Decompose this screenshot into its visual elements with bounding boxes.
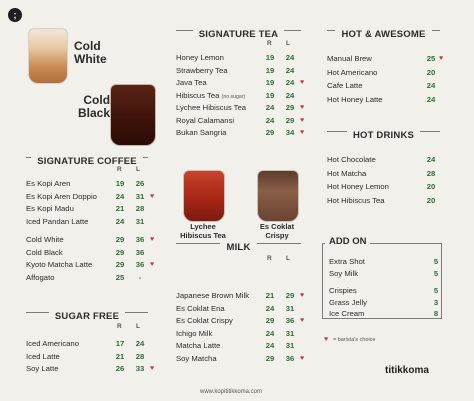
price-large: 29: [285, 103, 295, 112]
item-name-text: Es Kopi Aren: [26, 179, 71, 188]
price-regular: 29: [115, 235, 125, 244]
legend-text: = barista's choice: [333, 337, 376, 343]
item-name: [26, 178, 70, 190]
menu-item: [26, 247, 148, 259]
heart-icon: ♥: [324, 336, 329, 343]
heart-icon: ♥: [150, 261, 155, 268]
price: 20: [426, 182, 436, 191]
menu-item: [176, 127, 305, 139]
heart-icon: ♥: [300, 104, 305, 111]
item-name: [26, 351, 60, 363]
price: 28: [426, 168, 436, 178]
menu-item: [26, 272, 148, 284]
item-name: [176, 353, 217, 365]
price-large: 36: [135, 260, 145, 269]
price-large: 24: [285, 90, 295, 100]
item-name: Hot Hibiscus Tea: [327, 195, 385, 205]
price-large: 36: [285, 353, 295, 363]
menu-item: [176, 65, 301, 77]
heart-icon: ♥: [150, 236, 155, 243]
cold-black-label: Cold Black: [78, 93, 111, 120]
price: 20: [426, 67, 436, 77]
price: 5: [433, 286, 439, 295]
item-name-text: Soy Latte: [26, 364, 59, 373]
item-name: Hot Honey Latte: [327, 94, 383, 104]
item-name-text: Royal Calamansi: [176, 115, 235, 125]
menu-item: [329, 308, 439, 320]
cold-black-drink-image: [110, 84, 156, 146]
cold-white-label: Cold White: [74, 39, 107, 66]
section-title: SIGNATURE TEA: [193, 29, 284, 40]
item-name: Ice Cream: [329, 309, 365, 318]
section-title: SUGAR FREE: [49, 311, 125, 322]
menu-item: [26, 191, 155, 203]
menu-item: [176, 315, 305, 327]
item-name: Cold Black: [26, 247, 63, 257]
price-regular: 21: [265, 291, 275, 300]
item-name: [176, 127, 226, 139]
col-head-r: R: [267, 255, 272, 262]
menu-item: [327, 181, 440, 193]
price-large: 31: [285, 303, 295, 313]
semicolon-logo-icon: ;: [8, 8, 22, 22]
price-large: 24: [285, 65, 295, 75]
price-large: 28: [135, 204, 145, 213]
section-sugar-free: [26, 311, 155, 386]
menu-item: [329, 268, 439, 280]
price: 24: [426, 94, 436, 104]
item-name: [26, 216, 88, 228]
heart-icon: ♥: [300, 317, 305, 324]
menu-item: [329, 285, 439, 297]
price: 24: [426, 155, 436, 164]
price-regular: 29: [265, 128, 275, 137]
item-name-text: Iced Americano: [26, 339, 79, 348]
menu-item: [26, 178, 148, 190]
item-name: Cafe Latte: [327, 81, 363, 90]
item-name: [176, 315, 233, 327]
price-regular: 29: [265, 316, 275, 325]
item-name: Grass Jelly: [329, 297, 368, 307]
price-large: 31: [285, 328, 295, 338]
menu-item: [327, 168, 440, 180]
section-signature-coffee: [26, 156, 155, 301]
item-name-text: Soy Matcha: [176, 353, 217, 363]
price-large: 31: [285, 341, 295, 350]
item-name-text: Es Coklat Crispy: [176, 316, 233, 325]
heart-icon: ♥: [300, 129, 305, 136]
price-large: 24: [285, 78, 295, 87]
price-regular: 24: [265, 115, 275, 125]
price-large: 29: [285, 115, 295, 125]
item-name: [176, 102, 246, 114]
item-name: [176, 340, 220, 352]
item-name: Extra Shot: [329, 257, 365, 266]
item-name: Kyoto Matcha Latte: [26, 260, 93, 269]
item-name: [176, 303, 225, 315]
section-title: HOT & AWESOME: [335, 29, 431, 40]
item-name: [26, 203, 74, 215]
section-milk: [176, 242, 305, 387]
price-regular: 24: [265, 328, 275, 338]
lychee-caption: Lychee Hibiscus Tea: [180, 222, 226, 240]
item-name-text: Iced Latte: [26, 351, 60, 361]
price-large: 26: [135, 179, 145, 188]
section-title: HOT DRINKS: [347, 130, 420, 141]
section-title: SIGNATURE COFFEE: [31, 156, 143, 167]
price-regular: 24: [265, 341, 275, 350]
item-name: Soy Milk: [329, 268, 359, 278]
menu-item: [176, 102, 305, 114]
col-head-l: L: [136, 166, 140, 173]
price-large: 34: [285, 128, 295, 137]
price-regular: 29: [115, 260, 125, 269]
item-name: Hot Matcha: [327, 168, 367, 178]
menu-item: [176, 340, 301, 352]
item-name-text: Es Kopi Aren Doppio: [26, 191, 97, 201]
price: 20: [426, 195, 436, 205]
price-large: -: [138, 272, 142, 282]
price: 5: [433, 268, 439, 278]
menu-item: [327, 94, 440, 106]
menu-item: [176, 90, 301, 102]
item-name: [26, 191, 97, 203]
section-hot-drinks: [327, 131, 440, 225]
price-regular: 21: [115, 204, 125, 213]
item-name: [26, 338, 79, 350]
price-large: 24: [135, 339, 145, 348]
item-name: [26, 363, 58, 375]
price-large: 31: [135, 216, 145, 226]
menu-item: [176, 77, 305, 89]
price-regular: 24: [265, 103, 275, 112]
item-name-text: Japanese Brown Milk: [176, 291, 250, 300]
item-name-text: Bukan Sangria: [176, 128, 227, 137]
coklat-caption: Es Coklat Crispy: [259, 222, 295, 240]
menu-item: [329, 256, 439, 268]
price-large: 36: [285, 316, 295, 325]
section-title: ADD ON: [325, 236, 370, 247]
item-name: Manual Brew: [327, 54, 372, 63]
item-name: Crispies: [329, 286, 357, 295]
item-name: [176, 328, 212, 340]
heart-icon: ♥: [300, 354, 305, 362]
col-head-l: L: [136, 323, 140, 330]
price-regular: 29: [115, 247, 125, 257]
heart-icon: ♥: [300, 116, 305, 124]
price-regular: 21: [115, 351, 125, 361]
menu-item: [176, 303, 301, 315]
item-name-text: Strawberry Tea: [176, 65, 228, 75]
price: 24: [426, 81, 436, 90]
price-regular: 29: [265, 353, 275, 363]
menu-item: [327, 53, 444, 65]
menu-item: [26, 234, 155, 246]
price: 25: [426, 54, 436, 63]
item-name: Hot Americano: [327, 67, 378, 77]
item-name-text: Es Coklat Ena: [176, 303, 225, 313]
lychee-hibiscus-tea-image: [183, 170, 225, 222]
price-regular: 19: [265, 78, 275, 87]
menu-item: [26, 363, 155, 375]
website-url[interactable]: www.kopititikkoma.com: [200, 389, 263, 395]
price-large: 33: [135, 364, 145, 373]
price-regular: 25: [115, 272, 125, 282]
item-name-text: Honey Lemon: [176, 53, 224, 62]
item-name: Affogato: [26, 272, 55, 282]
heart-icon: ♥: [300, 292, 305, 299]
section-add-on: [322, 243, 442, 319]
price-regular: 17: [115, 339, 125, 348]
item-name: [176, 52, 224, 64]
menu-item: [176, 52, 301, 64]
price-regular: 24: [115, 216, 125, 226]
col-head-r: R: [117, 323, 122, 330]
item-name-text: Es Kopi Madu: [26, 204, 74, 213]
item-name-text: Matcha Latte: [176, 341, 221, 350]
item-name: [176, 290, 249, 302]
menu-item: [26, 203, 148, 215]
item-note: (no sugar): [221, 93, 246, 100]
price-large: 31: [135, 191, 145, 201]
price-large: 36: [135, 247, 145, 257]
price: 5: [433, 257, 439, 266]
item-name: [176, 90, 245, 103]
item-name-text: Ichigo Milk: [176, 328, 213, 338]
price-large: 29: [285, 291, 295, 300]
price-regular: 24: [115, 191, 125, 201]
item-name: Hot Chocolate: [327, 155, 376, 164]
menu-item: [176, 290, 305, 302]
menu-item: [329, 297, 439, 309]
heart-icon: ♥: [300, 79, 305, 86]
menu-item: [327, 195, 440, 207]
menu-item: [327, 67, 440, 79]
price-regular: 19: [265, 65, 275, 75]
menu-item: [176, 328, 301, 340]
menu-item: [327, 154, 440, 166]
price-large: 28: [135, 351, 145, 361]
es-coklat-crispy-image: [257, 170, 299, 222]
menu-item: [176, 115, 305, 127]
price-large: 24: [285, 53, 295, 62]
heart-icon: ♥: [150, 365, 155, 372]
price-large: 36: [135, 235, 145, 244]
item-name: Hot Honey Lemon: [327, 182, 389, 191]
price-regular: 19: [265, 90, 275, 100]
price-regular: 26: [115, 364, 125, 373]
col-head-l: L: [286, 40, 290, 47]
item-name: Cold White: [26, 235, 64, 244]
menu-item: [26, 351, 148, 363]
price-regular: 24: [265, 303, 275, 313]
menu-item: [26, 216, 148, 228]
menu-item: [327, 80, 440, 92]
menu-item: [176, 353, 305, 365]
item-name-text: Lychee Hibiscus Tea: [176, 103, 247, 112]
heart-icon: ♥: [150, 192, 155, 200]
item-name-text: Iced Pandan Latte: [26, 216, 89, 226]
cold-white-drink-image: [28, 28, 68, 84]
item-name: [176, 77, 207, 89]
price-regular: 19: [115, 179, 125, 188]
item-name: [176, 115, 234, 127]
menu-item: [26, 338, 148, 350]
price: 3: [433, 297, 439, 307]
item-name-text: Java Tea: [176, 78, 207, 87]
heart-icon: ♥: [439, 55, 444, 62]
item-name-text: Hibiscus Tea: [176, 90, 220, 100]
section-title: MILK: [220, 242, 256, 253]
price-regular: 19: [265, 53, 275, 62]
col-head-r: R: [117, 166, 122, 173]
section-hot-awesome: [327, 29, 444, 124]
brand-name: titikkoma: [385, 365, 429, 376]
col-head-r: R: [267, 40, 272, 47]
section-signature-tea: [176, 29, 305, 164]
col-head-l: L: [286, 255, 290, 262]
item-name: [176, 65, 228, 77]
price: 8: [433, 309, 439, 318]
menu-item: [26, 259, 155, 271]
